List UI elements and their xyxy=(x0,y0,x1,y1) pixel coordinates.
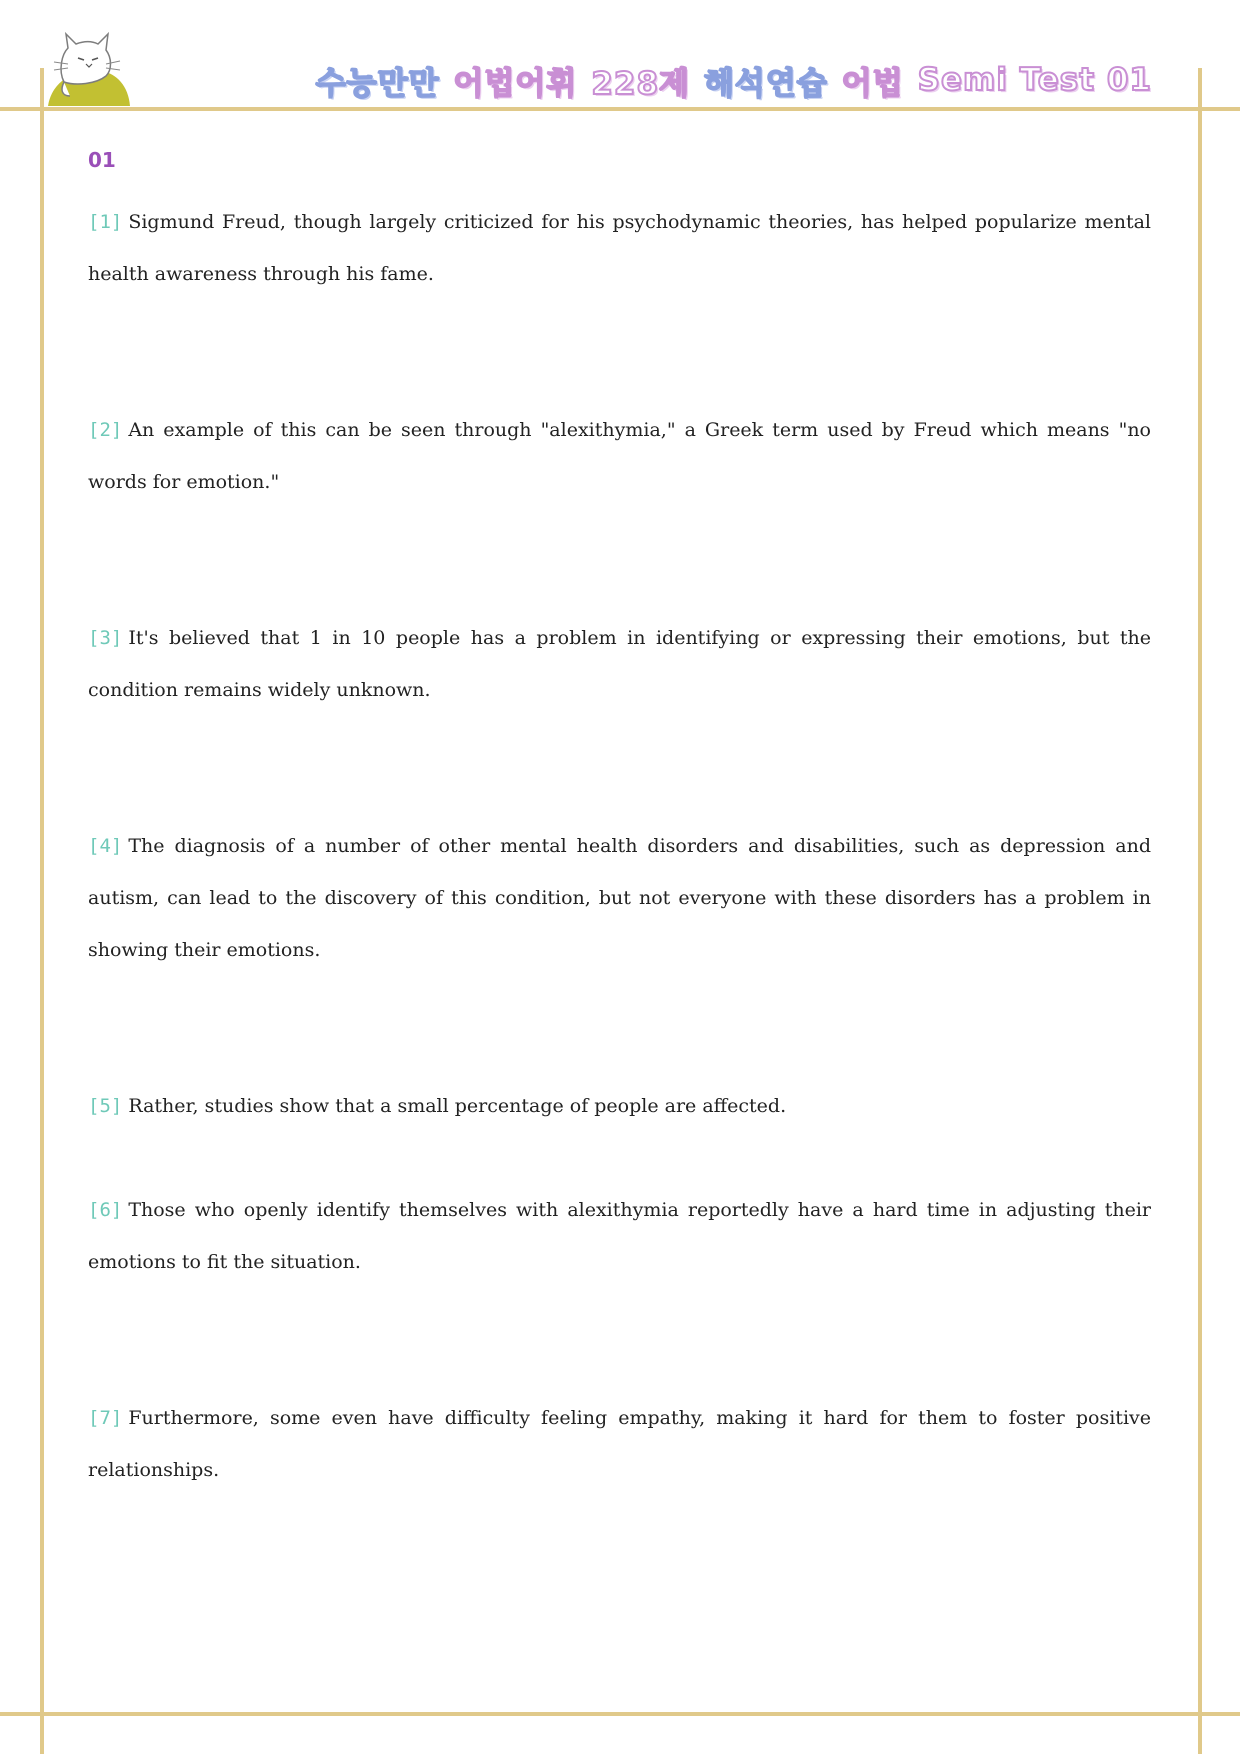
sentence-text: The diagnosis of a number of other mental health disorders and disabilities, such as depression and autism, can lead to the discovery of this condition, but not everyone with these disorders has a problem in showing their emotions. xyxy=(88,835,1151,961)
sentence-number: [1] xyxy=(88,211,123,233)
sentence-text: An example of this can be seen through "alexithymia," a Greek term used by Freud which means "no words for emotion." xyxy=(88,419,1151,493)
right-border-line xyxy=(1198,68,1202,1754)
sentence-text: Those who openly identify themselves with alexithymia reportedly have a hard time in adjusting their emotions to fit the situation. xyxy=(88,1199,1151,1273)
sentence-number: [5] xyxy=(88,1095,123,1117)
sentence-text: It's believed that 1 in 10 people has a problem in identifying or expressing their emotions, but the condition remains widely unknown. xyxy=(88,627,1151,701)
sentence-2 xyxy=(88,404,1151,508)
header-title-part-4: 해석연습 xyxy=(703,65,828,102)
footer-divider-line xyxy=(0,1712,1240,1716)
sentence-number: [6] xyxy=(88,1199,123,1221)
sentence-5 xyxy=(88,1080,1151,1132)
sentence-4 xyxy=(88,820,1151,976)
sentence-6 xyxy=(88,1184,1151,1288)
header-title xyxy=(316,56,1152,104)
sentence-text: Furthermore, some even have difficulty feeling empathy, making it hard for them to foster positive relationships. xyxy=(88,1407,1151,1481)
sentence-text: Sigmund Freud, though largely criticized for his psychodynamic theories, has helped popularize mental health awareness through his fame. xyxy=(88,211,1151,285)
sentence-3 xyxy=(88,612,1151,716)
header-title-part-2: 어법어휘 xyxy=(453,65,578,102)
left-border-line xyxy=(40,68,44,1754)
sentence-number: [3] xyxy=(88,627,123,649)
header-title-part-3: 228제 xyxy=(591,65,690,102)
sentence-number: [7] xyxy=(88,1407,123,1429)
sentence-text: Rather, studies show that a small percentage of people are affected. xyxy=(128,1095,787,1117)
header-title-part-5: 어법 xyxy=(841,65,904,102)
header-divider-line xyxy=(0,107,1240,111)
sentence-7 xyxy=(88,1392,1151,1496)
sentence-number: [2] xyxy=(88,419,123,441)
header-title-part-6: Semi Test 01 xyxy=(917,62,1152,98)
cat-on-hill-icon xyxy=(42,24,134,106)
sentence-1 xyxy=(88,196,1151,300)
sentence-number: [4] xyxy=(88,835,123,857)
document-body xyxy=(88,140,1151,1496)
section-number: 01 xyxy=(88,148,116,172)
header-title-part-1: 수능만만 xyxy=(315,65,440,102)
